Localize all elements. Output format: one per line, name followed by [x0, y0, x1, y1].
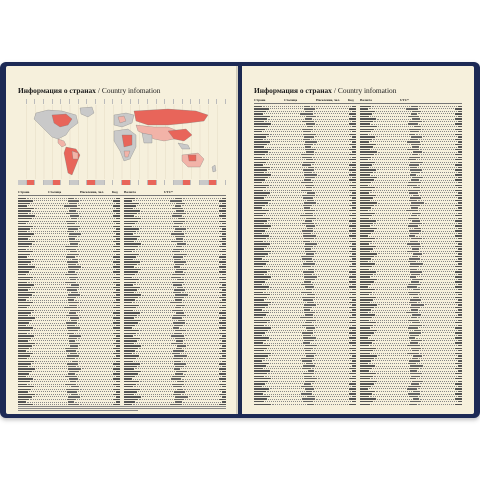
time-zone-cell [148, 180, 157, 185]
left-title-en: Country infomation [101, 86, 161, 95]
left-table-body [18, 197, 226, 406]
footnote-line [18, 406, 226, 407]
time-zone-cell [96, 99, 105, 104]
table-column [18, 197, 120, 406]
time-zone-cell [217, 180, 226, 185]
time-zone-cell [87, 99, 96, 104]
time-zone-cell [209, 180, 218, 185]
time-zone-cell [183, 180, 192, 185]
time-zone-cell [165, 99, 174, 104]
time-zone-cell [96, 180, 105, 185]
time-zone-cell [157, 180, 166, 185]
right-page-header [254, 86, 396, 95]
table-column [124, 197, 226, 406]
left-col-country: Страна [18, 190, 30, 194]
time-zone-cell [79, 99, 88, 104]
time-zone-cell [18, 180, 27, 185]
right-col-capital: Столица [284, 98, 298, 102]
left-col-currency: Валюта [124, 190, 136, 194]
time-zone-cell [191, 99, 200, 104]
table-row [254, 403, 356, 406]
left-page-header [18, 86, 160, 95]
time-zone-cell [191, 180, 200, 185]
world-map [18, 105, 226, 179]
time-zone-cell [200, 180, 209, 185]
time-zone-cell [44, 99, 53, 104]
footnote-line [18, 410, 138, 411]
time-zone-cell [53, 99, 62, 104]
time-zone-cell [131, 99, 140, 104]
time-zone-cell [70, 180, 79, 185]
right-table-body [254, 105, 462, 406]
time-zone-cell [27, 99, 36, 104]
right-col-currency: Валюта [360, 98, 372, 102]
time-zone-cell [122, 180, 131, 185]
right-table-header [254, 98, 462, 104]
time-zone-cell [139, 99, 148, 104]
time-zone-cell [139, 180, 148, 185]
right-col-utc: UTC* [400, 98, 409, 102]
time-zone-cell [148, 99, 157, 104]
time-zone-cell [200, 99, 209, 104]
time-zone-cell [183, 99, 192, 104]
table-row [360, 403, 462, 406]
right-col-population: Население, чел. [316, 98, 341, 102]
time-zone-cell [131, 180, 140, 185]
time-zone-cell [53, 180, 62, 185]
left-table-header [18, 190, 226, 196]
time-zone-cell [113, 99, 122, 104]
table-column [360, 105, 462, 406]
time-zone-cell [217, 99, 226, 104]
right-page [242, 66, 474, 414]
time-zone-cell [27, 180, 36, 185]
time-zone-cell [35, 180, 44, 185]
right-col-country: Страна [254, 98, 266, 102]
left-title-separator: / [97, 86, 100, 95]
time-zone-cell [79, 180, 88, 185]
time-zone-cell [174, 180, 183, 185]
left-col-utc: UTC* [164, 190, 173, 194]
left-country-table [18, 190, 226, 406]
right-title-separator: / [333, 86, 336, 95]
time-zone-cell [157, 99, 166, 104]
footnote-line [18, 408, 226, 409]
right-col-code: Код [348, 98, 354, 102]
time-zone-cell [174, 99, 183, 104]
time-zone-strip-top [18, 99, 226, 104]
time-zone-cell [165, 180, 174, 185]
time-zone-cell [61, 180, 70, 185]
time-zone-map [18, 99, 226, 185]
time-zone-cell [70, 99, 79, 104]
right-country-table [254, 98, 462, 406]
left-footnote [18, 405, 226, 412]
left-page [6, 66, 238, 414]
right-title-ru: Информация о странах [254, 86, 332, 95]
time-zone-cell [113, 180, 122, 185]
time-zone-cell [87, 180, 96, 185]
time-zone-strip-bottom [18, 180, 226, 185]
time-zone-cell [122, 99, 131, 104]
time-zone-cell [18, 99, 27, 104]
time-zone-cell [105, 99, 114, 104]
time-zone-cell [61, 99, 70, 104]
left-col-code: Код [112, 190, 118, 194]
time-zone-cell [105, 180, 114, 185]
right-title-en: Country infomation [337, 86, 397, 95]
left-col-population: Население, чел. [80, 190, 105, 194]
left-col-capital: Столица [48, 190, 62, 194]
time-zone-cell [35, 99, 44, 104]
left-title-ru: Информация о странах [18, 86, 96, 95]
time-zone-cell [44, 180, 53, 185]
table-column [254, 105, 356, 406]
time-zone-cell [209, 99, 218, 104]
